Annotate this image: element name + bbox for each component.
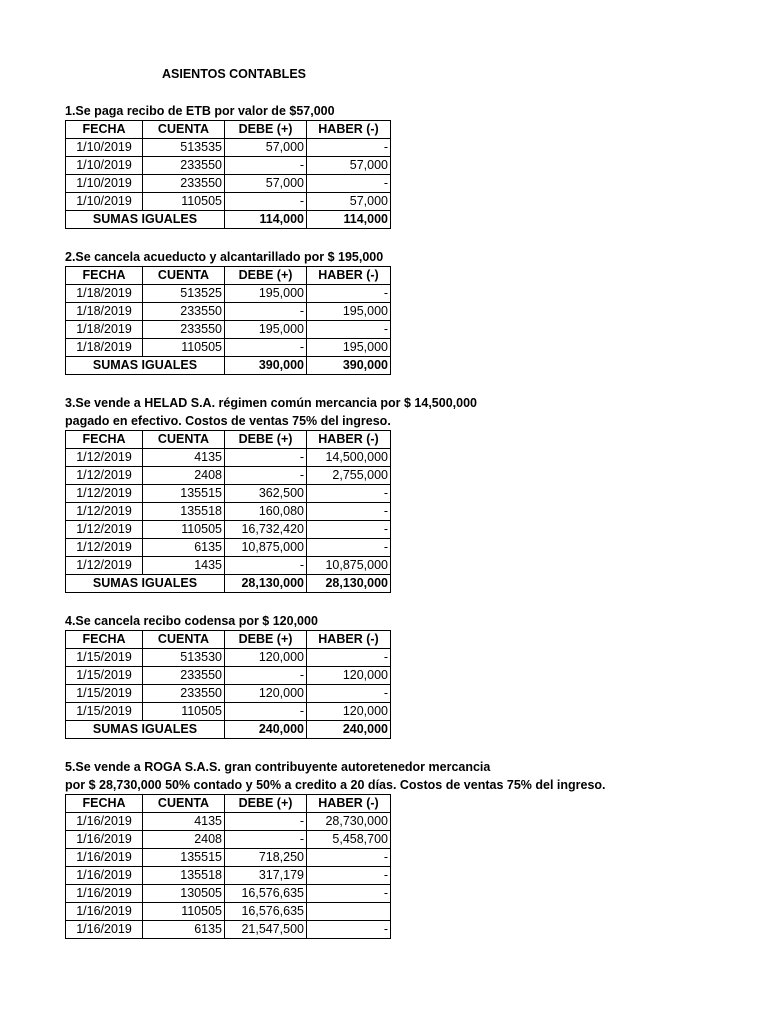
entry-section-5 xyxy=(65,758,606,939)
haber-cell: - xyxy=(307,685,391,703)
haber-cell: 195,000 xyxy=(307,339,391,357)
table-row xyxy=(66,503,391,521)
fecha-cell: 1/16/2019 xyxy=(66,831,143,849)
fecha-cell: 1/16/2019 xyxy=(66,849,143,867)
haber-header: HABER (-) xyxy=(307,631,391,649)
fecha-cell: 1/16/2019 xyxy=(66,813,143,831)
sums-row xyxy=(66,575,391,593)
entry-section-4 xyxy=(65,612,391,739)
debe-cell: 160,080 xyxy=(225,503,307,521)
table-row xyxy=(66,539,391,557)
cuenta-cell: 6135 xyxy=(143,539,225,557)
fecha-cell: 1/10/2019 xyxy=(66,193,143,211)
table-row xyxy=(66,449,391,467)
cuenta-cell: 110505 xyxy=(143,903,225,921)
debe-cell: 16,576,635 xyxy=(225,885,307,903)
fecha-cell: 1/18/2019 xyxy=(66,285,143,303)
sums-label: SUMAS IGUALES xyxy=(66,357,225,375)
haber-cell: - xyxy=(307,503,391,521)
ledger-table xyxy=(65,266,391,375)
table-row xyxy=(66,521,391,539)
fecha-cell: 1/12/2019 xyxy=(66,539,143,557)
debe-cell: - xyxy=(225,467,307,485)
cuenta-cell: 4135 xyxy=(143,449,225,467)
haber-cell: 5,458,700 xyxy=(307,831,391,849)
haber-total: 390,000 xyxy=(307,357,391,375)
entry-heading: 1.Se paga recibo de ETB por valor de $57,000 xyxy=(65,104,335,118)
fecha-cell: 1/16/2019 xyxy=(66,921,143,939)
haber-cell xyxy=(307,903,391,921)
haber-cell: - xyxy=(307,285,391,303)
table-row xyxy=(66,321,391,339)
cuenta-cell: 135515 xyxy=(143,485,225,503)
debe-cell: 718,250 xyxy=(225,849,307,867)
haber-total: 114,000 xyxy=(307,211,391,229)
haber-cell: 2,755,000 xyxy=(307,467,391,485)
debe-cell: - xyxy=(225,703,307,721)
debe-cell: - xyxy=(225,667,307,685)
debe-cell: - xyxy=(225,303,307,321)
cuenta-header: CUENTA xyxy=(143,121,225,139)
fecha-cell: 1/12/2019 xyxy=(66,503,143,521)
sums-row xyxy=(66,357,391,375)
table-row xyxy=(66,285,391,303)
debe-cell: - xyxy=(225,813,307,831)
entry-heading: 5.Se vende a ROGA S.A.S. gran contribuyente autoretenedor mercancia xyxy=(65,760,491,774)
debe-cell: 120,000 xyxy=(225,685,307,703)
debe-cell: 120,000 xyxy=(225,649,307,667)
fecha-cell: 1/12/2019 xyxy=(66,485,143,503)
table-row xyxy=(66,303,391,321)
haber-cell: 120,000 xyxy=(307,703,391,721)
cuenta-cell: 233550 xyxy=(143,157,225,175)
debe-cell: 57,000 xyxy=(225,175,307,193)
ledger-table xyxy=(65,120,391,229)
debe-total: 240,000 xyxy=(225,721,307,739)
debe-cell: - xyxy=(225,449,307,467)
haber-cell: - xyxy=(307,867,391,885)
haber-cell: - xyxy=(307,321,391,339)
cuenta-cell: 6135 xyxy=(143,921,225,939)
fecha-header: FECHA xyxy=(66,631,143,649)
table-row xyxy=(66,703,391,721)
haber-cell: 120,000 xyxy=(307,667,391,685)
fecha-cell: 1/16/2019 xyxy=(66,903,143,921)
debe-cell: 195,000 xyxy=(225,285,307,303)
table-row xyxy=(66,175,391,193)
haber-total: 28,130,000 xyxy=(307,575,391,593)
cuenta-header: CUENTA xyxy=(143,267,225,285)
table-row xyxy=(66,467,391,485)
page-title: ASIENTOS CONTABLES xyxy=(162,67,306,81)
cuenta-header: CUENTA xyxy=(143,795,225,813)
cuenta-cell: 513535 xyxy=(143,139,225,157)
header-row xyxy=(66,121,391,139)
debe-cell: 362,500 xyxy=(225,485,307,503)
cuenta-cell: 130505 xyxy=(143,885,225,903)
debe-cell: 16,576,635 xyxy=(225,903,307,921)
fecha-cell: 1/12/2019 xyxy=(66,521,143,539)
haber-cell: - xyxy=(307,885,391,903)
cuenta-cell: 233550 xyxy=(143,685,225,703)
debe-total: 390,000 xyxy=(225,357,307,375)
fecha-cell: 1/15/2019 xyxy=(66,703,143,721)
haber-header: HABER (-) xyxy=(307,431,391,449)
debe-cell: 317,179 xyxy=(225,867,307,885)
fecha-cell: 1/15/2019 xyxy=(66,649,143,667)
debe-cell: 195,000 xyxy=(225,321,307,339)
debe-total: 28,130,000 xyxy=(225,575,307,593)
entry-section-2 xyxy=(65,248,391,375)
header-row xyxy=(66,267,391,285)
table-row xyxy=(66,831,391,849)
header-row xyxy=(66,631,391,649)
cuenta-header: CUENTA xyxy=(143,631,225,649)
entry-heading: 2.Se cancela acueducto y alcantarillado por $ 195,000 xyxy=(65,250,384,264)
haber-cell: - xyxy=(307,521,391,539)
haber-header: HABER (-) xyxy=(307,267,391,285)
haber-cell: 57,000 xyxy=(307,157,391,175)
sums-row xyxy=(66,211,391,229)
haber-header: HABER (-) xyxy=(307,795,391,813)
table-row xyxy=(66,813,391,831)
entry-section-3 xyxy=(65,394,477,593)
haber-cell: 14,500,000 xyxy=(307,449,391,467)
fecha-cell: 1/18/2019 xyxy=(66,339,143,357)
fecha-cell: 1/16/2019 xyxy=(66,867,143,885)
ledger-table xyxy=(65,630,391,739)
sums-row xyxy=(66,721,391,739)
table-row xyxy=(66,139,391,157)
table-row xyxy=(66,157,391,175)
cuenta-cell: 513530 xyxy=(143,649,225,667)
cuenta-cell: 4135 xyxy=(143,813,225,831)
debe-header: DEBE (+) xyxy=(225,121,307,139)
sums-label: SUMAS IGUALES xyxy=(66,211,225,229)
entry-section-1 xyxy=(65,102,391,229)
haber-cell: - xyxy=(307,139,391,157)
fecha-header: FECHA xyxy=(66,121,143,139)
header-row xyxy=(66,795,391,813)
fecha-cell: 1/10/2019 xyxy=(66,139,143,157)
fecha-cell: 1/15/2019 xyxy=(66,667,143,685)
table-row xyxy=(66,903,391,921)
fecha-cell: 1/12/2019 xyxy=(66,467,143,485)
cuenta-cell: 2408 xyxy=(143,831,225,849)
cuenta-header: CUENTA xyxy=(143,431,225,449)
fecha-header: FECHA xyxy=(66,431,143,449)
cuenta-cell: 233550 xyxy=(143,175,225,193)
entry-heading: por $ 28,730,000 50% contado y 50% a credito a 20 días. Costos de ventas 75% del ingreso. xyxy=(65,778,606,792)
haber-total: 240,000 xyxy=(307,721,391,739)
table-row xyxy=(66,667,391,685)
haber-cell: - xyxy=(307,849,391,867)
debe-header: DEBE (+) xyxy=(225,431,307,449)
cuenta-cell: 1435 xyxy=(143,557,225,575)
fecha-header: FECHA xyxy=(66,795,143,813)
debe-cell: - xyxy=(225,339,307,357)
table-row xyxy=(66,649,391,667)
haber-cell: 195,000 xyxy=(307,303,391,321)
debe-cell: - xyxy=(225,831,307,849)
sums-label: SUMAS IGUALES xyxy=(66,575,225,593)
table-row xyxy=(66,921,391,939)
debe-total: 114,000 xyxy=(225,211,307,229)
table-row xyxy=(66,193,391,211)
cuenta-cell: 233550 xyxy=(143,303,225,321)
debe-header: DEBE (+) xyxy=(225,631,307,649)
ledger-table xyxy=(65,430,391,593)
table-row xyxy=(66,867,391,885)
fecha-cell: 1/12/2019 xyxy=(66,449,143,467)
cuenta-cell: 135518 xyxy=(143,867,225,885)
fecha-cell: 1/12/2019 xyxy=(66,557,143,575)
cuenta-cell: 110505 xyxy=(143,339,225,357)
haber-cell: 28,730,000 xyxy=(307,813,391,831)
ledger-table xyxy=(65,794,391,939)
table-row xyxy=(66,339,391,357)
haber-cell: - xyxy=(307,921,391,939)
cuenta-cell: 110505 xyxy=(143,193,225,211)
fecha-cell: 1/18/2019 xyxy=(66,321,143,339)
table-row xyxy=(66,557,391,575)
fecha-header: FECHA xyxy=(66,267,143,285)
table-row xyxy=(66,485,391,503)
haber-cell: - xyxy=(307,485,391,503)
cuenta-cell: 110505 xyxy=(143,521,225,539)
entry-heading: 3.Se vende a HELAD S.A. régimen común mercancia por $ 14,500,000 xyxy=(65,396,477,410)
cuenta-cell: 110505 xyxy=(143,703,225,721)
debe-cell: - xyxy=(225,557,307,575)
sums-label: SUMAS IGUALES xyxy=(66,721,225,739)
debe-cell: 57,000 xyxy=(225,139,307,157)
entry-heading: 4.Se cancela recibo codensa por $ 120,000 xyxy=(65,614,318,628)
entry-heading: pagado en efectivo. Costos de ventas 75% del ingreso. xyxy=(65,414,391,428)
debe-cell: 21,547,500 xyxy=(225,921,307,939)
haber-cell: 57,000 xyxy=(307,193,391,211)
debe-cell: 10,875,000 xyxy=(225,539,307,557)
cuenta-cell: 2408 xyxy=(143,467,225,485)
debe-cell: 16,732,420 xyxy=(225,521,307,539)
debe-header: DEBE (+) xyxy=(225,795,307,813)
haber-header: HABER (-) xyxy=(307,121,391,139)
table-row xyxy=(66,885,391,903)
fecha-cell: 1/16/2019 xyxy=(66,885,143,903)
cuenta-cell: 233550 xyxy=(143,321,225,339)
cuenta-cell: 135518 xyxy=(143,503,225,521)
haber-cell: - xyxy=(307,175,391,193)
debe-cell: - xyxy=(225,193,307,211)
cuenta-cell: 233550 xyxy=(143,667,225,685)
haber-cell: - xyxy=(307,539,391,557)
fecha-cell: 1/10/2019 xyxy=(66,175,143,193)
cuenta-cell: 135515 xyxy=(143,849,225,867)
fecha-cell: 1/18/2019 xyxy=(66,303,143,321)
fecha-cell: 1/15/2019 xyxy=(66,685,143,703)
fecha-cell: 1/10/2019 xyxy=(66,157,143,175)
table-row xyxy=(66,685,391,703)
debe-header: DEBE (+) xyxy=(225,267,307,285)
haber-cell: 10,875,000 xyxy=(307,557,391,575)
haber-cell: - xyxy=(307,649,391,667)
cuenta-cell: 513525 xyxy=(143,285,225,303)
debe-cell: - xyxy=(225,157,307,175)
header-row xyxy=(66,431,391,449)
table-row xyxy=(66,849,391,867)
